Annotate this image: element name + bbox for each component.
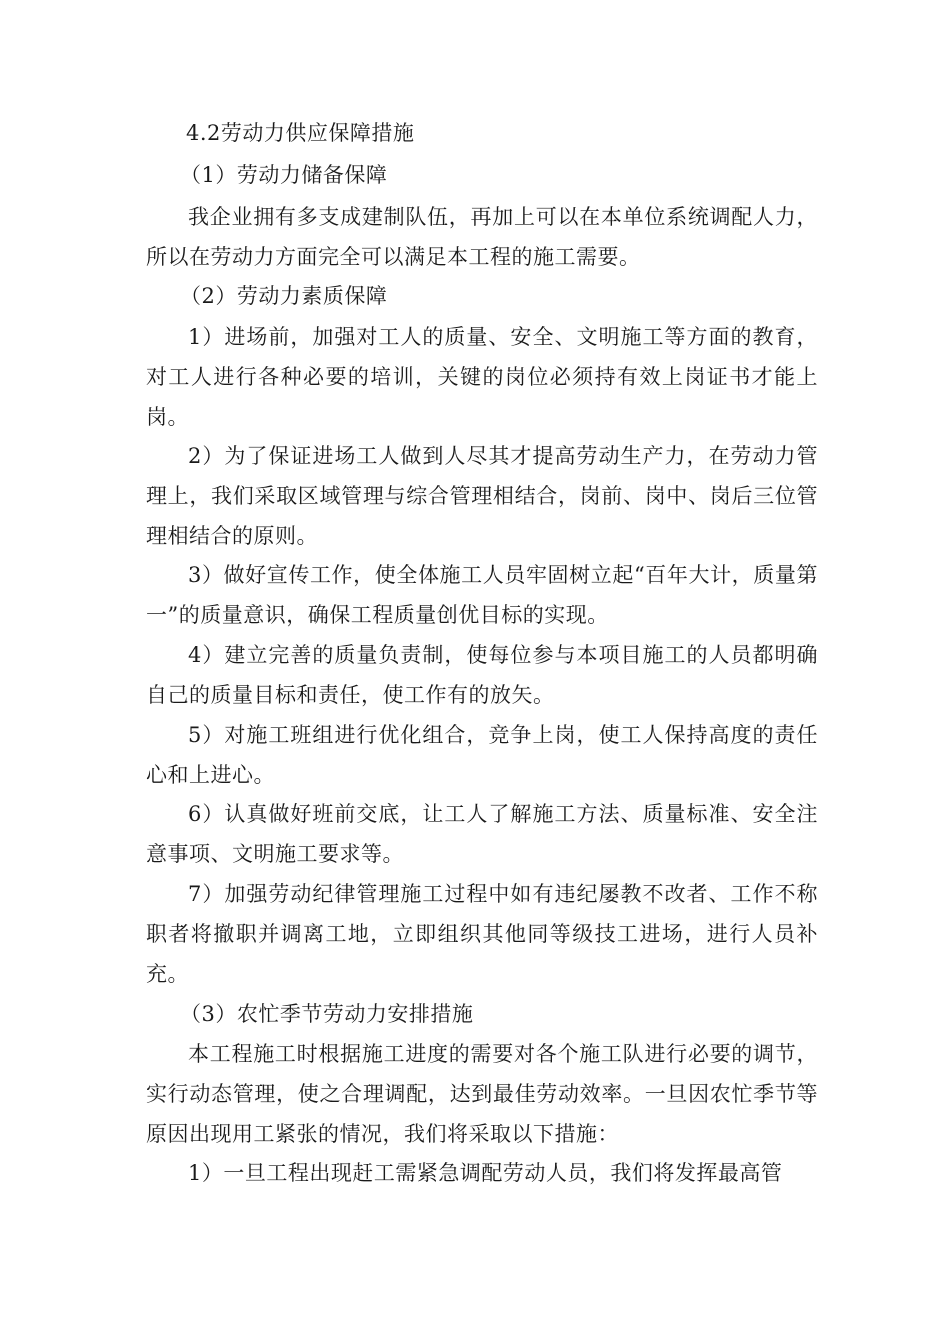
list-item-2-7: 7）加强劳动纪律管理施工过程中如有违纪屡教不改者、工作不称职者将撤职并调离工地，立即组织其他同等级技工进场，进行人员补充。 xyxy=(146,882,818,986)
list-item-2-5: 5）对施工班组进行优化组合，竞争上岗，使工人保持高度的责任心和上进心。 xyxy=(146,723,818,787)
section-heading: 4.2劳动力供应保障措施 xyxy=(186,121,415,145)
list-item-2-2: 2）为了保证进场工人做到人尽其才提高劳动生产力，在劳动力管理上，我们采取区域管理与综合管理相结合，岗前、岗中、岗后三位管理相结合的原则。 xyxy=(146,444,818,548)
sub-heading-1: （1）劳动力储备保障 xyxy=(180,163,388,187)
list-item-3-1: 1）一旦工程出现赶工需紧急调配劳动人员，我们将发挥最高管 xyxy=(188,1161,783,1185)
sub-heading-2: （2）劳动力素质保障 xyxy=(180,284,388,308)
sub-heading-3: （3）农忙季节劳动力安排措施 xyxy=(180,1002,474,1026)
paragraph-sub3: 本工程施工时根据施工进度的需要对各个施工队进行必要的调节，实行动态管理，使之合理调配，达到最佳劳动效率。一旦因农忙季节等原因出现用工紧张的情况，我们将采取以下措施： xyxy=(146,1042,818,1146)
list-item-2-4: 4）建立完善的质量负责制，使每位参与本项目施工的人员都明确自己的质量目标和责任，使工作有的放矢。 xyxy=(146,643,818,707)
list-item-2-3: 3）做好宣传工作，使全体施工人员牢固树立起“百年大计，质量第一”的质量意识，确保工程质量创优目标的实现。 xyxy=(146,563,818,627)
paragraph-sub1: 我企业拥有多支成建制队伍，再加上可以在本单位系统调配人力，所以在劳动力方面完全可以满足本工程的施工需要。 xyxy=(146,205,818,269)
list-item-2-1: 1）进场前，加强对工人的质量、安全、文明施工等方面的教育，对工人进行各种必要的培训，关键的岗位必须持有效上岗证书才能上岗。 xyxy=(146,325,818,429)
list-item-2-6: 6）认真做好班前交底，让工人了解施工方法、质量标准、安全注意事项、文明施工要求等。 xyxy=(146,802,818,866)
